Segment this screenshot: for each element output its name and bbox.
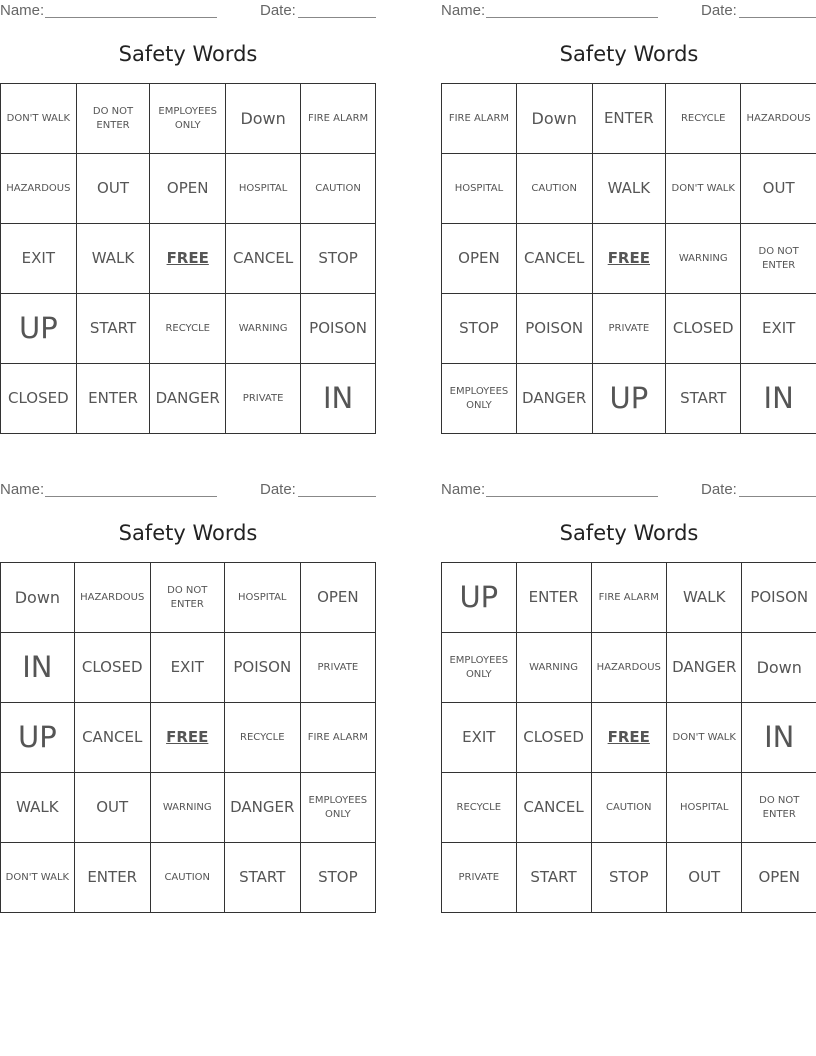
bingo-cell: STOP: [301, 224, 376, 294]
bingo-cell: ENTER: [592, 84, 666, 154]
card-header: [441, 479, 816, 499]
bingo-cell: OUT: [74, 773, 150, 843]
grid-row: [1, 364, 376, 434]
date-blank: [739, 496, 816, 497]
bingo-cell: WARNING: [150, 773, 224, 843]
bingo-cell: OPEN: [742, 843, 816, 913]
date-label: Date:: [701, 481, 737, 498]
card-title: Safety Words: [118, 42, 258, 66]
bingo-cell: PRIVATE: [442, 843, 517, 913]
bingo-cell: CANCEL: [516, 224, 592, 294]
bingo-cell: CAUTION: [591, 773, 666, 843]
bingo-cell: DO NOT ENTER: [741, 224, 816, 294]
bingo-cell: OPEN: [150, 154, 226, 224]
grid-row: [442, 773, 816, 843]
bingo-cell: CANCEL: [74, 703, 150, 773]
bingo-cell: EXIT: [442, 703, 517, 773]
bingo-cell: CLOSED: [1, 364, 77, 434]
name-blank: [45, 496, 217, 497]
grid-row: [442, 843, 816, 913]
bingo-cell: POISON: [224, 633, 300, 703]
bingo-cell: EXIT: [741, 294, 816, 364]
grid-row: [442, 703, 816, 773]
bingo-cell: UP: [1, 294, 77, 364]
bingo-cell: DANGER: [150, 364, 226, 434]
bingo-cell: CAUTION: [516, 154, 592, 224]
bingo-cell: WALK: [76, 224, 150, 294]
bingo-cell: WALK: [592, 154, 666, 224]
grid-row: [1, 773, 376, 843]
bingo-cell: OUT: [667, 843, 742, 913]
date-blank: [298, 496, 376, 497]
bingo-cell: FIRE ALARM: [442, 84, 517, 154]
grid-row: [1, 633, 376, 703]
card-header: [0, 479, 376, 499]
grid-row: [442, 84, 816, 154]
bingo-cell: RECYCLE: [666, 84, 741, 154]
grid-row: [442, 364, 816, 434]
bingo-cell: EMPLOYEES ONLY: [150, 84, 226, 154]
bingo-cell: HAZARDOUS: [591, 633, 666, 703]
card-title: Safety Words: [559, 521, 699, 545]
grid-row: [1, 84, 376, 154]
bingo-cell: OUT: [76, 154, 150, 224]
grid-row: [442, 563, 816, 633]
bingo-cell: HOSPITAL: [224, 563, 300, 633]
bingo-cell: ENTER: [74, 843, 150, 913]
card-header: [0, 0, 376, 20]
bingo-cell: RECYCLE: [224, 703, 300, 773]
bingo-cell: HAZARDOUS: [741, 84, 816, 154]
grid-row: [1, 843, 376, 913]
bingo-cell: OPEN: [300, 563, 375, 633]
bingo-grid: [441, 83, 816, 434]
date-blank: [298, 17, 376, 18]
bingo-cell: IN: [1, 633, 75, 703]
bingo-cell: CAUTION: [301, 154, 376, 224]
bingo-cell: HOSPITAL: [226, 154, 301, 224]
bingo-cell: WALK: [667, 563, 742, 633]
free-space: FREE: [592, 224, 666, 294]
card-title: Safety Words: [118, 521, 258, 545]
bingo-cell: FIRE ALARM: [591, 563, 666, 633]
bingo-cell: Down: [226, 84, 301, 154]
bingo-cell: HOSPITAL: [667, 773, 742, 843]
bingo-cell: DANGER: [224, 773, 300, 843]
bingo-cell: Down: [1, 563, 75, 633]
bingo-cell: POISON: [301, 294, 376, 364]
bingo-cell: STOP: [591, 843, 666, 913]
bingo-cell: ENTER: [516, 563, 591, 633]
name-label: Name:: [441, 481, 486, 498]
bingo-grid: [0, 562, 376, 913]
bingo-cell: DO NOT ENTER: [150, 563, 224, 633]
bingo-cell: WARNING: [226, 294, 301, 364]
bingo-cell: IN: [742, 703, 816, 773]
bingo-cell: UP: [442, 563, 517, 633]
bingo-cell: ENTER: [76, 364, 150, 434]
bingo-grid: [0, 83, 376, 434]
bingo-cell: HAZARDOUS: [74, 563, 150, 633]
bingo-cell: DO NOT ENTER: [76, 84, 150, 154]
grid-row: [442, 294, 816, 364]
bingo-cell: Down: [742, 633, 816, 703]
grid-row: [442, 224, 816, 294]
bingo-cell: DON'T WALK: [1, 84, 77, 154]
name-blank: [45, 17, 217, 18]
bingo-cell: OUT: [741, 154, 816, 224]
bingo-cell: CAUTION: [150, 843, 224, 913]
grid-row: [442, 633, 816, 703]
date-blank: [739, 17, 816, 18]
bingo-cell: WARNING: [516, 633, 591, 703]
bingo-cell: EMPLOYEES ONLY: [442, 633, 517, 703]
bingo-cell: DANGER: [667, 633, 742, 703]
bingo-cell: EXIT: [150, 633, 224, 703]
date-label: Date:: [701, 2, 737, 19]
free-space: FREE: [591, 703, 666, 773]
name-blank: [486, 17, 658, 18]
bingo-cell: HOSPITAL: [442, 154, 517, 224]
bingo-cell: Down: [516, 84, 592, 154]
bingo-cell: CANCEL: [226, 224, 301, 294]
bingo-cell: CLOSED: [74, 633, 150, 703]
free-space: FREE: [150, 224, 226, 294]
bingo-cell: DANGER: [516, 364, 592, 434]
bingo-cell: POISON: [516, 294, 592, 364]
name-label: Name:: [441, 2, 486, 19]
bingo-cell: STOP: [442, 294, 517, 364]
bingo-cell: CANCEL: [516, 773, 591, 843]
bingo-cell: DON'T WALK: [1, 843, 75, 913]
name-label: Name:: [0, 481, 45, 498]
bingo-cell: IN: [301, 364, 376, 434]
bingo-cell: UP: [1, 703, 75, 773]
grid-row: [442, 154, 816, 224]
bingo-cell: EMPLOYEES ONLY: [442, 364, 517, 434]
grid-row: [1, 703, 376, 773]
grid-row: [1, 294, 376, 364]
bingo-cell: DO NOT ENTER: [742, 773, 816, 843]
card-header: [441, 0, 816, 20]
bingo-cell: DON'T WALK: [667, 703, 742, 773]
bingo-cell: IN: [741, 364, 816, 434]
bingo-cell: EMPLOYEES ONLY: [300, 773, 375, 843]
grid-row: [1, 154, 376, 224]
bingo-cell: PRIVATE: [226, 364, 301, 434]
name-label: Name:: [0, 2, 45, 19]
bingo-cell: STOP: [300, 843, 375, 913]
free-space: FREE: [150, 703, 224, 773]
bingo-cell: EXIT: [1, 224, 77, 294]
bingo-cell: WARNING: [666, 224, 741, 294]
bingo-cell: START: [76, 294, 150, 364]
bingo-cell: OPEN: [442, 224, 517, 294]
bingo-grid: [441, 562, 816, 913]
bingo-cell: DON'T WALK: [666, 154, 741, 224]
bingo-cell: PRIVATE: [592, 294, 666, 364]
bingo-cell: START: [224, 843, 300, 913]
grid-row: [1, 563, 376, 633]
bingo-cell: HAZARDOUS: [1, 154, 77, 224]
bingo-cell: WALK: [1, 773, 75, 843]
bingo-cell: RECYCLE: [150, 294, 226, 364]
name-blank: [486, 496, 658, 497]
date-label: Date:: [260, 481, 296, 498]
bingo-cell: UP: [592, 364, 666, 434]
bingo-cell: FIRE ALARM: [300, 703, 375, 773]
bingo-cell: PRIVATE: [300, 633, 375, 703]
bingo-cell: START: [666, 364, 741, 434]
bingo-cell: CLOSED: [516, 703, 591, 773]
bingo-cell: START: [516, 843, 591, 913]
bingo-cell: FIRE ALARM: [301, 84, 376, 154]
bingo-cell: CLOSED: [666, 294, 741, 364]
bingo-cell: RECYCLE: [442, 773, 517, 843]
grid-row: [1, 224, 376, 294]
card-title: Safety Words: [559, 42, 699, 66]
date-label: Date:: [260, 2, 296, 19]
bingo-cell: POISON: [742, 563, 816, 633]
